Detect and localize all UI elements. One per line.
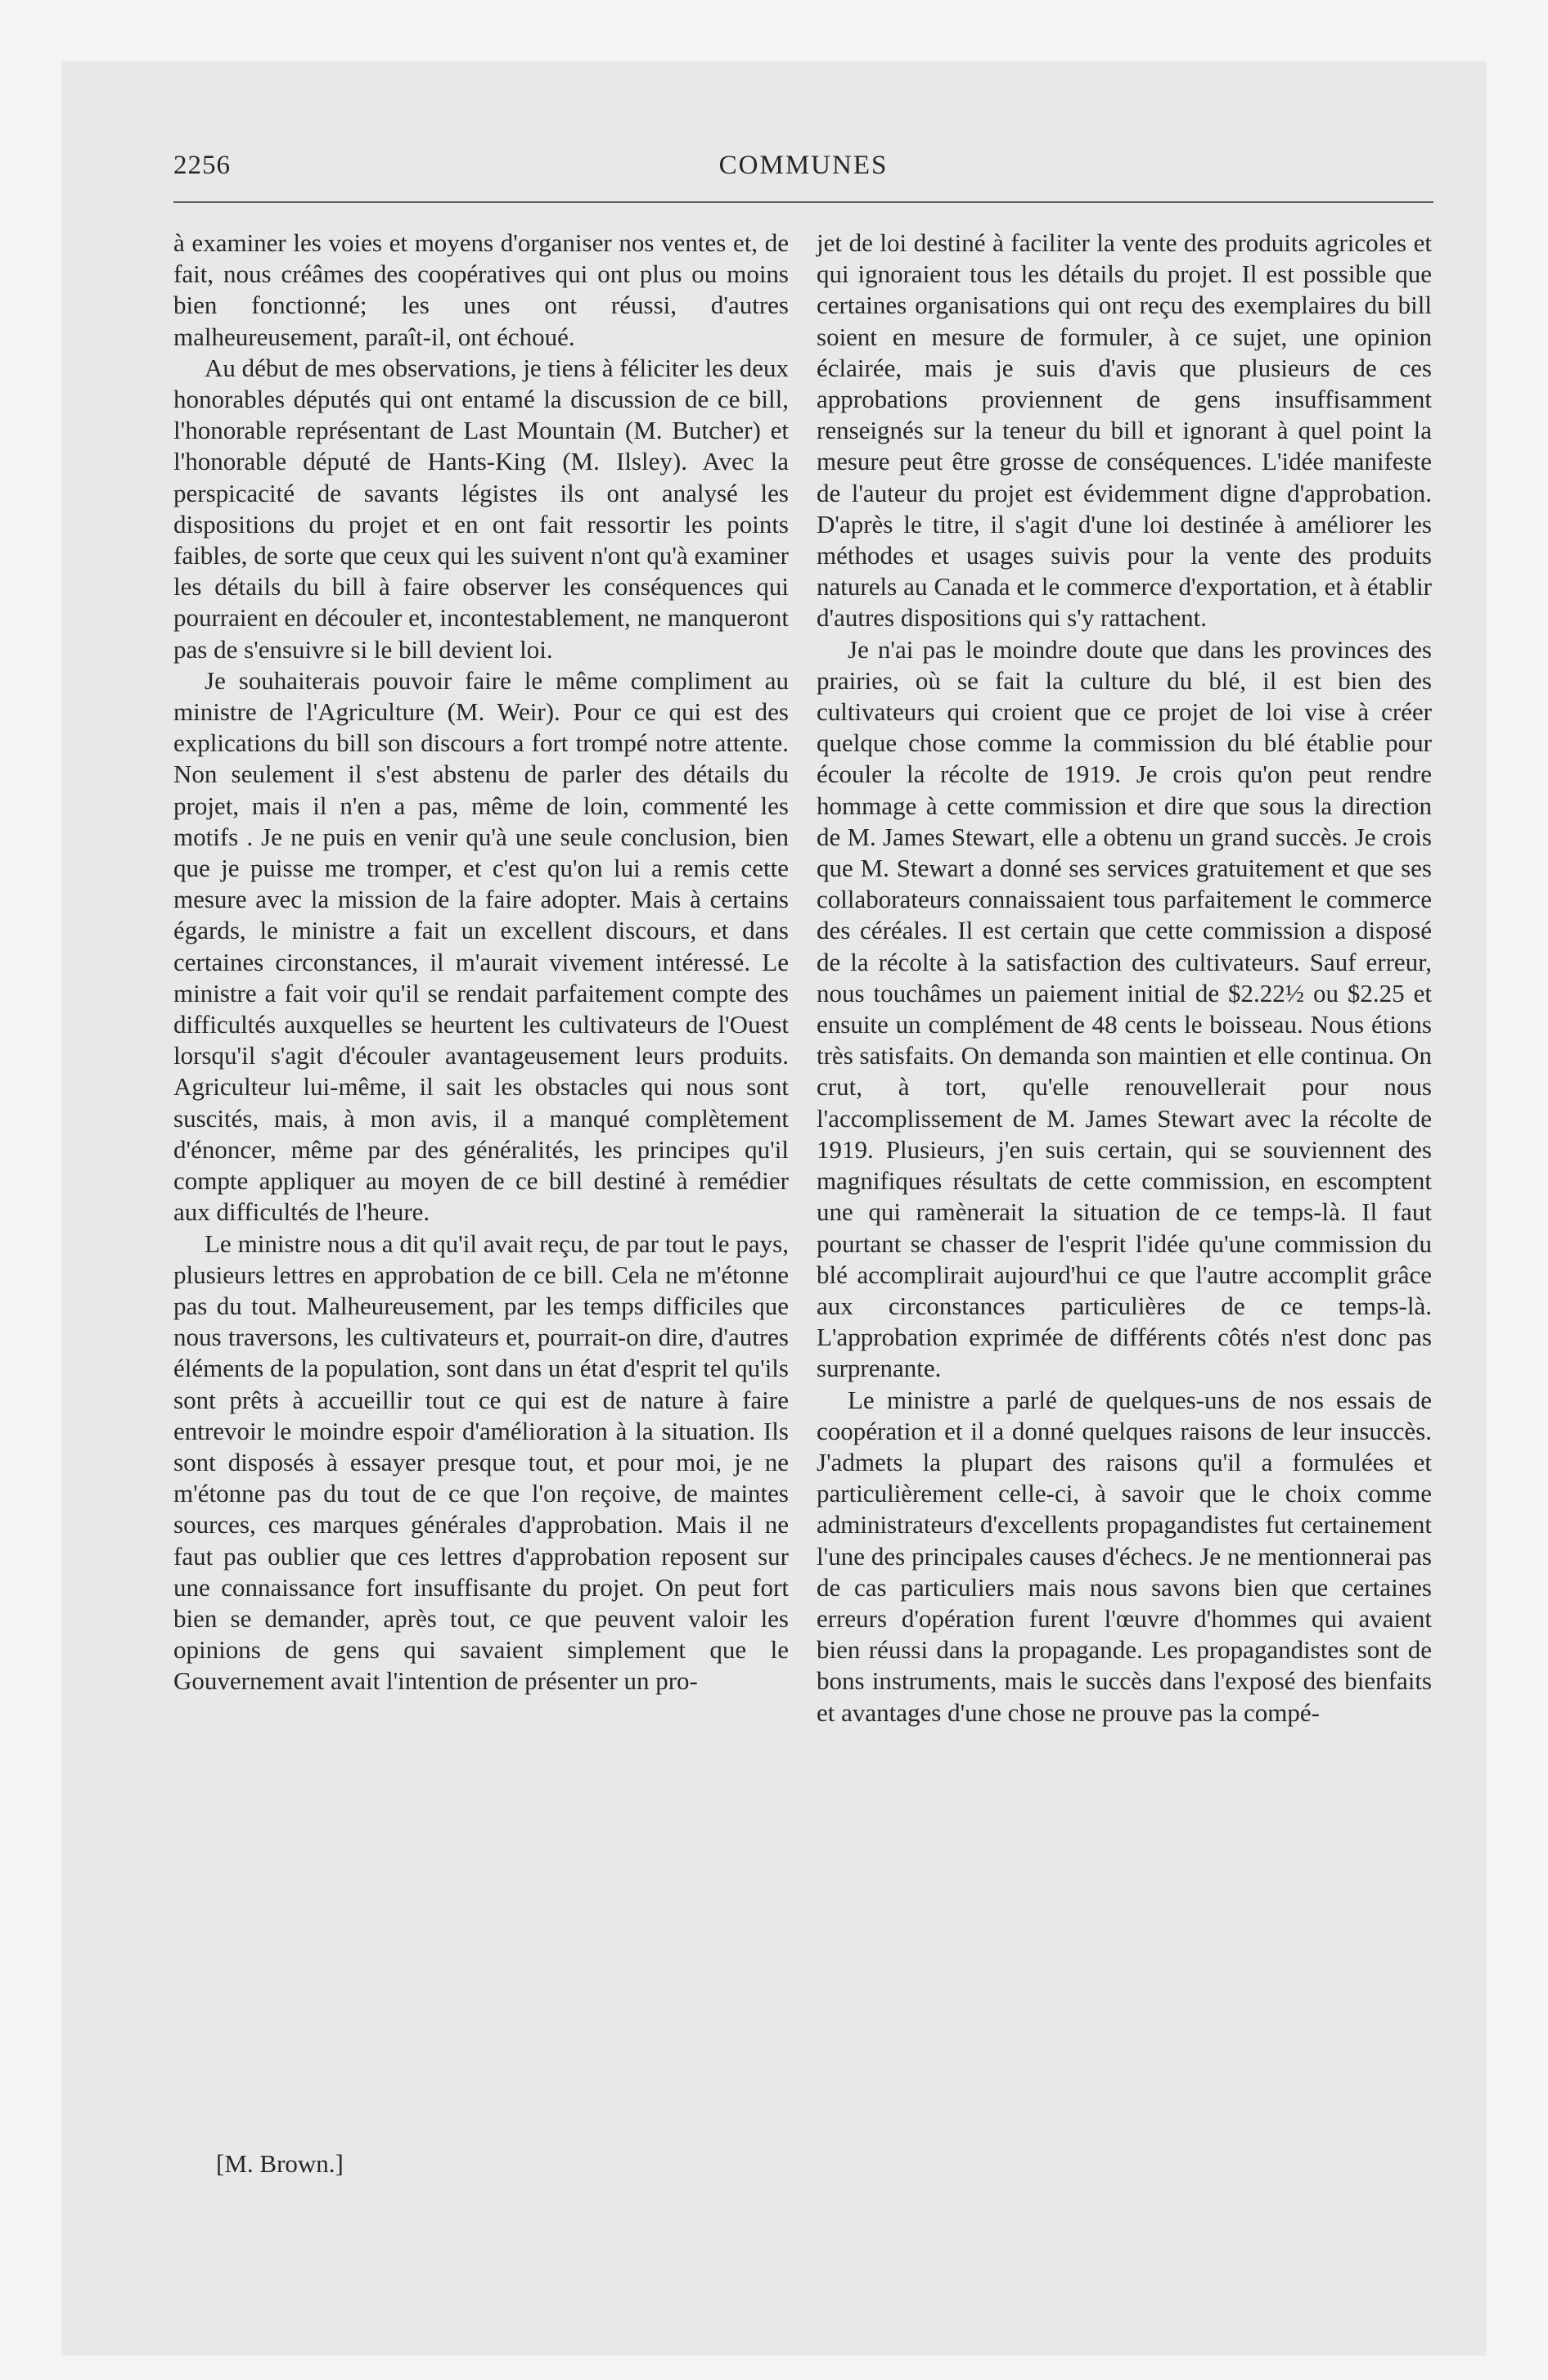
paragraph: à examiner les voies et moyens d'organiser nos ventes et, de fait, nous créâmes des coopératives qui ont plus ou moins bien fonctionné; les unes ont réussi, d'autres malheureusement, paraît-il, ont échoué. <box>173 228 789 351</box>
speaker-attribution: [M. Brown.] <box>216 2149 344 2178</box>
header-rule <box>173 201 1433 203</box>
paragraph: Au début de mes observations, je tiens à féliciter les deux honorables députés qui ont entamé la discussion de ce bill, l'honorable représentant de Last Mountain (M. Butcher) et l'honorable député de Hants-King (M. Ilsley). Avec la perspicacité de savants légistes ils ont analysé les dispositions du projet et en ont fait ressortir les points faibles, de sorte que ceux qui les suivent n'ont qu'à examiner les détails du bill à faire observer les conséquences qui pourraient en découler et, incontestablement, ne manqueront pas de s'ensuivre si le bill devient loi. <box>173 353 789 664</box>
left-column <box>173 228 789 1697</box>
page-header <box>173 151 1433 192</box>
paragraph: Je n'ai pas le moindre doute que dans les provinces des prairies, où se fait la culture du blé, il est bien des cultivateurs qui croient que ce projet de loi vise à créer quelque chose comme la commission du blé établie pour écouler la récolte de 1919. Je crois qu'on peut rendre hommage à cette commission et dire que sous la direction de M. James Stewart, elle a obtenu un grand succès. Je crois que M. Stewart a donné ses services gratuitement et que ses collaborateurs connaissaient tous parfaitement le commerce des céréales. Il est certain que cette commission a disposé de la récolte à la satisfaction des cultivateurs. Sauf erreur, nous touchâmes un paiement initial de $2.22½ ou $2.25 et ensuite un complément de 48 cents le boisseau. Nous étions très satisfaits. On demanda son maintien et elle continua. On crut, à tort, qu'elle renouvellerait pour nous l'accomplissement de M. James Stewart avec la récolte de 1919. Plusieurs, j'en suis certain, qui se souviennent des magnifiques résultats de cette commission, en escomptent une qui ramènerait la situation de ce temps-là. Il faut pourtant se chasser de l'esprit l'idée qu'une commission du blé accomplirait aujourd'hui ce que l'autre accomplit grâce aux circonstances particulières de ce temps-là. L'approbation exprimée de différents côtés n'est donc pas surprenante. <box>817 634 1432 1383</box>
right-column <box>817 228 1432 1729</box>
page-number: 2256 <box>173 151 231 180</box>
paragraph: Le ministre nous a dit qu'il avait reçu, de par tout le pays, plusieurs lettres en approbation de ce bill. Cela ne m'étonne pas du tout. Malheureusement, par les temps difficiles que nous traversons, les cultivateurs et, pourrait-on dire, d'autres éléments de la population, sont dans un état d'esprit tel qu'ils sont prêts à accueillir tout ce qui est de nature à faire entrevoir le moindre espoir d'amélioration à la situation. Ils sont disposés à essayer presque tout, et pour moi, je ne m'étonne pas du tout de ce que l'on reçoive, de maintes sources, ces marques générales d'approbation. Mais il ne faut pas oublier que ces lettres d'approbation reposent sur une connaissance fort insuffisante du projet. On peut fort bien se demander, après tout, ce que peuvent valoir les opinions de gens qui savaient simplement que le Gouvernement avait l'intention de présenter un pro- <box>173 1228 789 1696</box>
paragraph: Je souhaiterais pouvoir faire le même compliment au ministre de l'Agriculture (M. Weir). Pour ce qui est des explications du bill son discours a fort trompé notre attente. Non seulement il s'est abstenu de parler des détails du projet, mais il n'en a pas, même de loin, commenté les motifs . Je ne puis en venir qu'à une seule conclusion, bien que je puisse me tromper, et c'est qu'on lui a remis cette mesure avec la mission de la faire adopter. Mais à certains égards, le ministre a fait un excellent discours, et dans certaines circonstances, il m'aurait vivement intéressé. Le ministre a fait voir qu'il se rendait parfaitement compte des difficultés auxquelles se heurtent les cultivateurs de l'Ouest lorsqu'il s'agit d'écouler avantageusement leurs produits. Agriculteur lui-même, il sait les obstacles qui nous sont suscités, mais, à mon avis, il a manqué complètement d'énoncer, même par des généralités, les principes qu'il compte appliquer au moyen de ce bill destiné à remédier aux difficultés de l'heure. <box>173 665 789 1227</box>
running-title: COMMUNES <box>718 151 889 180</box>
paragraph: Le ministre a parlé de quelques-uns de nos essais de coopération et il a donné quelques raisons de leur insuccès. J'admets la plupart des raisons qu'il a formulées et particulièrement celle-ci, à savoir que le choix comme administrateurs d'excellents propagandistes fut certainement l'une des principales causes d'échecs. Je ne mentionnerai pas de cas particuliers mais nous savons bien que certaines erreurs d'opération furent l'œuvre d'hommes qui avaient bien réussi dans la propagande. Les propagandistes sont de bons instruments, mais le succès dans l'exposé des bienfaits et avantages d'une chose ne prouve pas la compé- <box>817 1385 1432 1727</box>
paragraph: jet de loi destiné à faciliter la vente des produits agricoles et qui ignoraient tous les détails du projet. Il est possible que certaines organisations qui ont reçu des exemplaires du bill soient en mesure de formuler, à ce sujet, une opinion éclairée, mais je suis d'avis que plusieurs de ces approbations proviennent de gens insuffisamment renseignés sur la teneur du bill et ignorant à quel point la mesure peut être grosse de conséquences. L'idée manifeste de l'auteur du projet est évidemment digne d'approbation. D'après le titre, il s'agit d'une loi destinée à améliorer les méthodes et usages suivis pour la vente des produits naturels au Canada et le commerce d'exportation, et à établir d'autres dispositions qui s'y rattachent. <box>817 228 1432 633</box>
